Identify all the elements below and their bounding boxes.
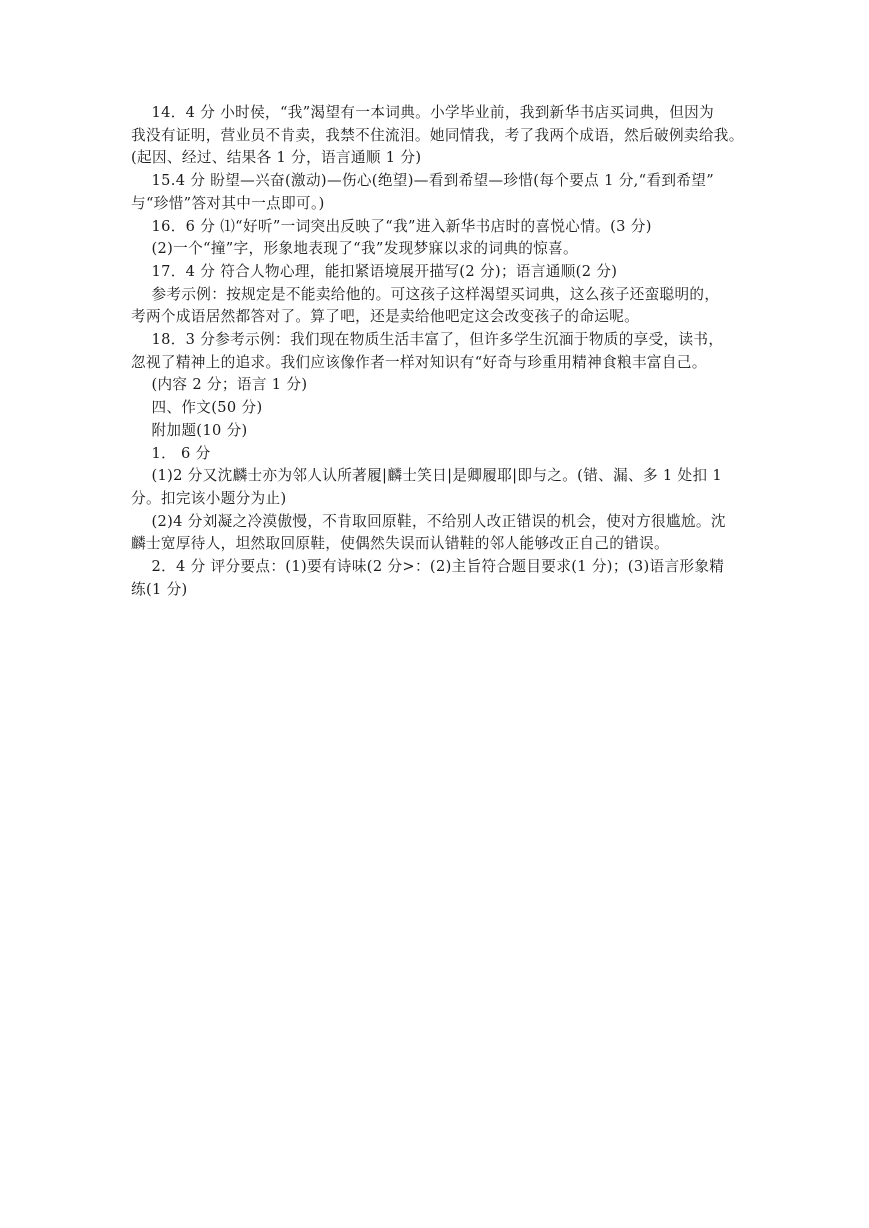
text-line: (内容 2 分；语言 1 分): [151, 376, 308, 394]
text-line: 14．4 分 小时侯，“我”渴望有一本词典。小学毕业前，我到新华书店买词典，但因为: [151, 104, 715, 121]
text-line: 考两个成语居然都答对了。算了吧，还是卖给他吧定这会改变孩子的命运呢。: [131, 308, 640, 326]
text-line: 1． 6 分: [151, 444, 211, 462]
section-heading: 四、作文(50 分): [151, 399, 263, 417]
text-line: 与“珍惜”答对其中一点即可。): [131, 194, 325, 212]
text-line: (2)一个“撞”字，形象地表现了“我”发现梦寐以求的词典的惊喜。: [151, 240, 578, 258]
text-line: 忽视了精神上的追求。我们应该像作者一样对知识有“好奇与珍重用精神食粮丰富自己。: [131, 353, 707, 371]
text-line: 参考示例：按规定是不能卖给他的。可这孩子这样渴望买词典，这么孩子还蛮聪明的，: [151, 285, 720, 303]
text-line: 18．3 分参考示例：我们现在物质生活丰富了，但许多学生沉湎于物质的享受，读书，: [151, 331, 724, 349]
text-line: 练(1 分): [131, 580, 188, 598]
text-line: 2．4 分 评分要点：(1)要有诗味(2 分>：(2)主旨符合题目要求(1 分)；(3)语言形象精: [151, 558, 725, 576]
text-line: (2)4 分刘凝之冷漠傲慢，不肯取回原鞋，不给别人改正错误的机会，使对方很尴尬。沈: [151, 512, 726, 530]
text-line: 麟士宽厚待人，坦然取回原鞋，使偶然失误而认错鞋的邻人能够改正自己的错误。: [131, 535, 669, 553]
text-line: 17．4 分 符合人物心理，能扣紧语境展开描写(2 分)；语言通顺(2 分): [151, 262, 618, 280]
section-heading: 附加题(10 分): [151, 421, 248, 439]
text-line: 16．6 分 ⑴“好听”一词突出反映了“我”进入新华书店时的喜悦心情。(3 分): [151, 217, 652, 235]
text-line: 15.4 分 盼望—兴奋(激动)—伤心(绝望)—看到希望—珍惜(每个要点 1 分,“看到希望”: [151, 172, 715, 190]
text-line: (1)2 分又沈麟士亦为邻人认所著履|麟士笑日|是卿履耶|即与之。(错、漏、多 1 处扣 1: [151, 467, 723, 485]
answer-key-text: [131, 102, 751, 601]
text-line: 我没有证明，营业员不肯卖，我禁不住流泪。她同情我，考了我两个成语，然后破例卖给我。: [131, 126, 744, 144]
text-line: 分。扣完该小题分为止): [131, 489, 287, 507]
text-line: (起因、经过、结果各 1 分，语言通顺 1 分): [131, 149, 422, 167]
